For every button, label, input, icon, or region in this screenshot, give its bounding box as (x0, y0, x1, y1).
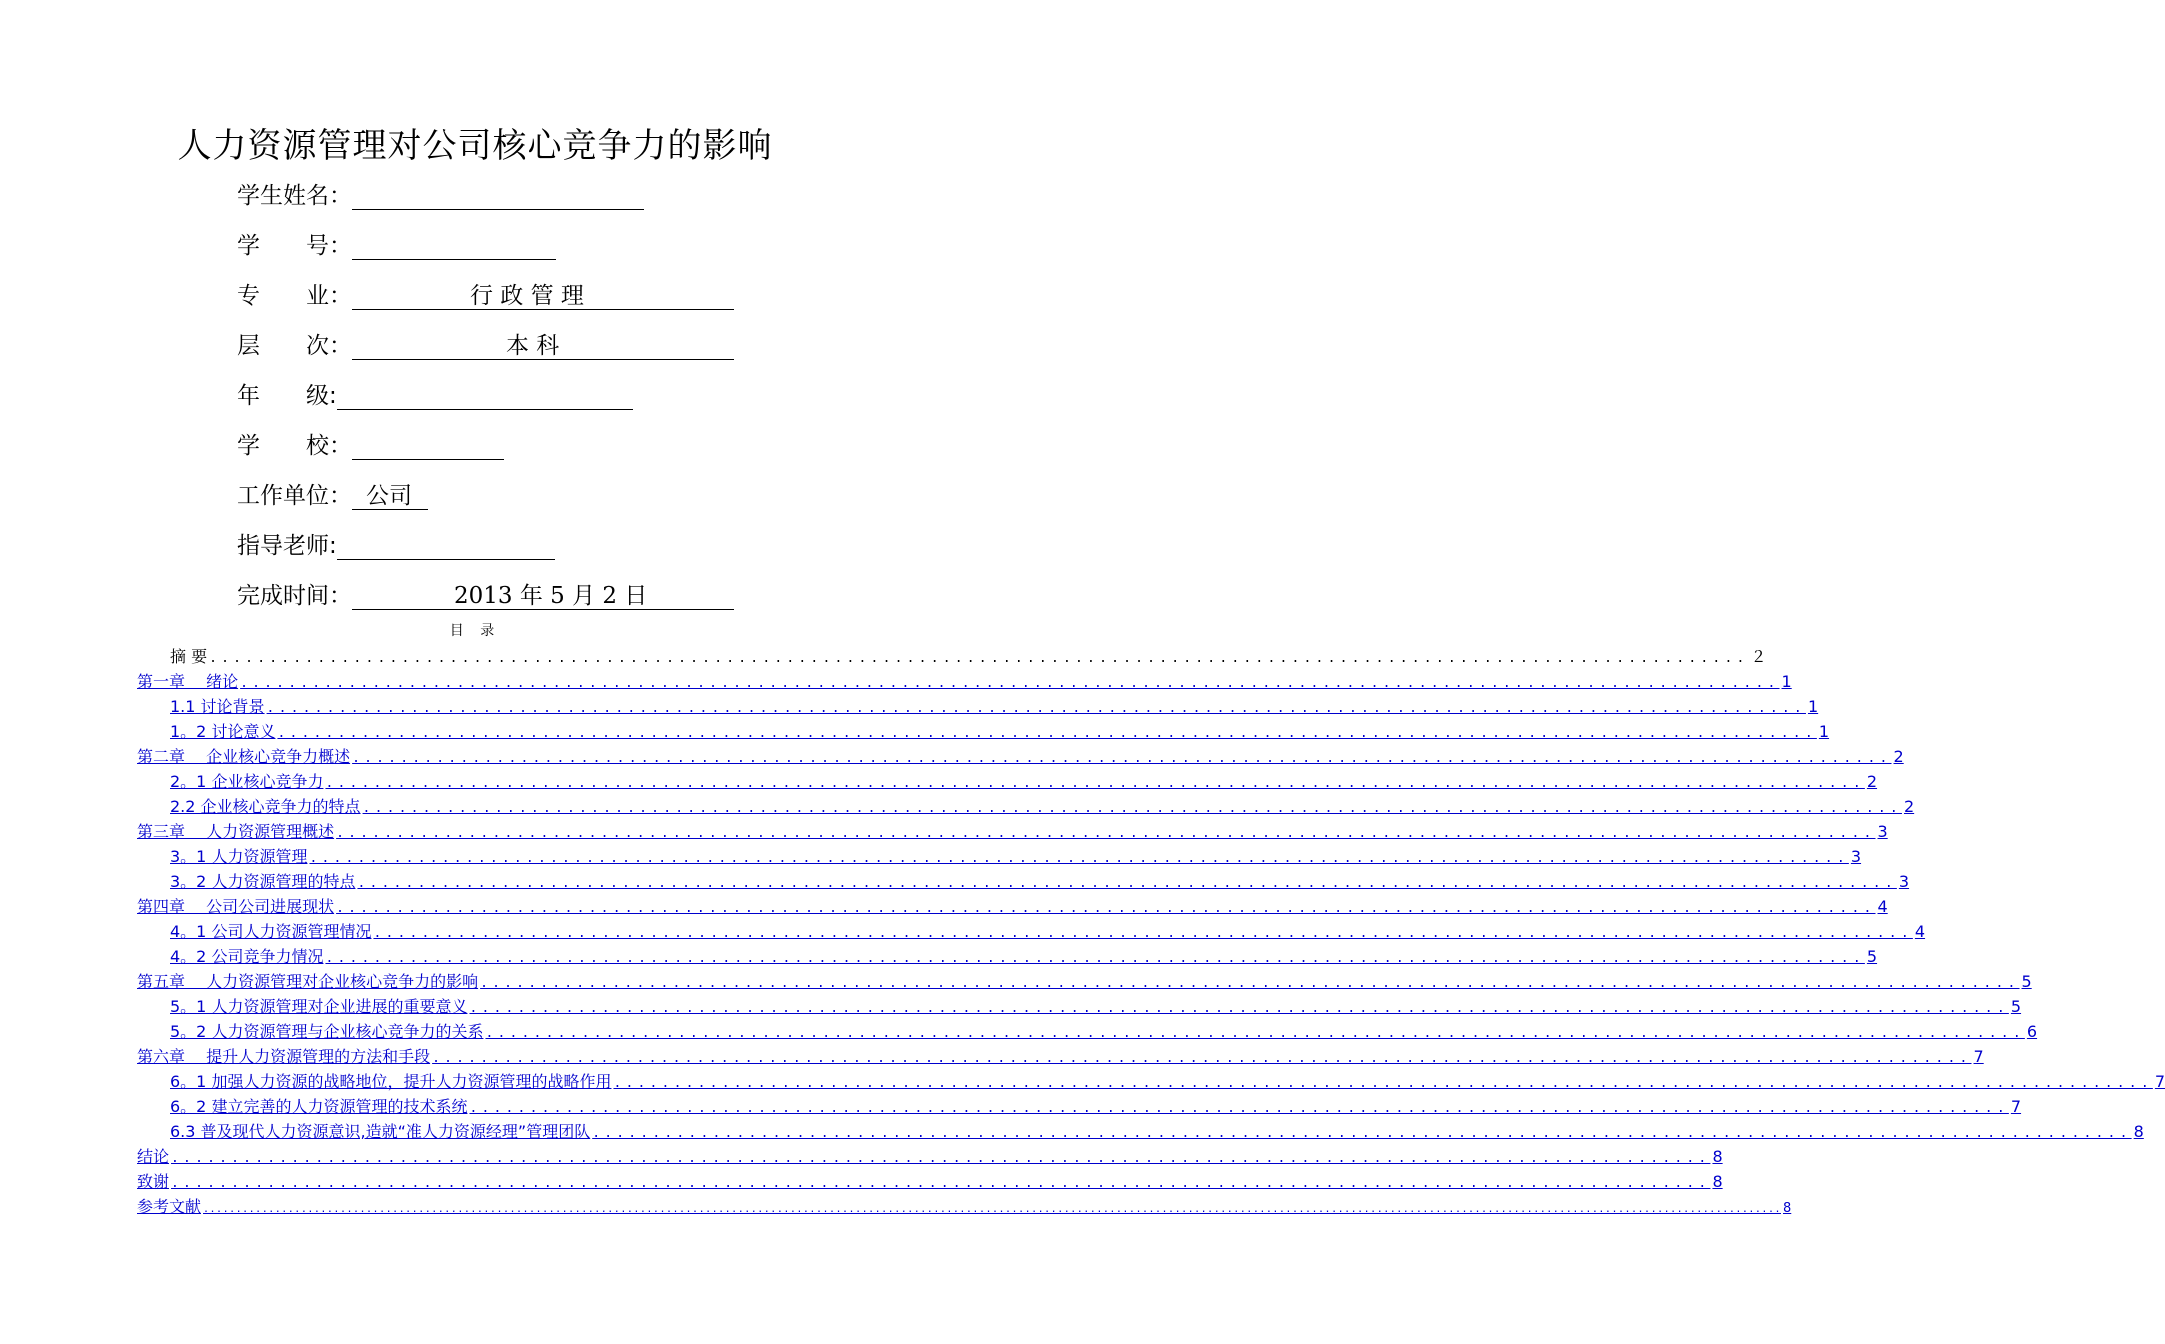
toc-entry-text: 第四章 公司公司进展现状 (137, 897, 335, 916)
student-name-blank (352, 176, 644, 216)
toc-entry-text: 摘 要 (170, 647, 208, 666)
toc-entry-chapter-1[interactable] (137, 670, 1792, 694)
toc-entry-2-2[interactable] (170, 795, 1915, 819)
toc-page-number: 2 (1893, 747, 1904, 766)
major-row (237, 276, 734, 316)
toc-entry-4-1[interactable] (170, 920, 1926, 944)
toc-entry-5-1[interactable] (170, 995, 2022, 1019)
toc-page-number: 2 (1903, 797, 1915, 816)
student-id-label: 学 号： (237, 233, 352, 259)
toc-page-number: 8 (1712, 1147, 1723, 1166)
toc-entry-text: 4。2 公司竞争力情况 (170, 947, 324, 966)
level-value: 本 科 (506, 333, 560, 359)
toc-entry-1-1[interactable] (170, 695, 1819, 719)
toc-leader-dots: ................................................................................................................................ (325, 951, 1865, 966)
toc-page-number: 1 (1818, 722, 1830, 741)
toc-page-number: 4 (1877, 897, 1888, 916)
toc-entry-chapter-6[interactable] (137, 1045, 1984, 1069)
toc-entry-text: 3。1 人力资源管理 (170, 847, 308, 866)
toc-entry-6-1[interactable] (170, 1070, 2165, 1094)
toc-leader-dots: ................................................................................................................................ (362, 801, 1902, 816)
student-id-blank (352, 226, 556, 266)
advisor-label: 指导老师: (237, 533, 337, 559)
toc-entry-chapter-2[interactable] (137, 745, 1904, 769)
toc-entry-3-2[interactable] (170, 870, 1910, 894)
level-row (237, 326, 734, 366)
toc-entry-text: 第二章 企业核心竞争力概述 (137, 747, 351, 766)
toc-leader-dots: ................................................................................................................................ (309, 851, 1849, 866)
toc-page-number: 5 (2010, 997, 2022, 1016)
toc-entry-text: 6.3 普及现代人力资源意识,造就“准人力资源经理”管理团队 (170, 1122, 591, 1141)
toc-entry-chapter-4[interactable] (137, 895, 1888, 919)
grade-label: 年 级: (237, 383, 337, 409)
toc-entry-text: 6。2 建立完善的人力资源管理的技术系统 (170, 1097, 468, 1116)
toc-entry-6-3[interactable] (170, 1120, 2144, 1144)
toc-page-number: 7 (2010, 1097, 2022, 1116)
toc-page-number: 4 (1914, 922, 1926, 941)
toc-entry-acknowledgements[interactable] (137, 1170, 1723, 1194)
toc-heading: 目 录 (449, 623, 501, 639)
toc-page-number: 5 (2021, 972, 2032, 991)
grade-row (237, 376, 633, 416)
toc-leader-dots: ................................................................................................................................ (277, 726, 1817, 741)
work-unit-label: 工作单位： (237, 483, 352, 509)
completion-label: 完成时间： (237, 583, 352, 609)
toc-page-number: 3 (1877, 822, 1888, 841)
major-blank (352, 276, 734, 316)
toc-entry-3-1[interactable] (170, 845, 1862, 869)
toc-entry-text: 第六章 提升人力资源管理的方法和手段 (137, 1047, 431, 1066)
toc-leader-dots: ................................................................................................................................ (432, 1051, 1972, 1066)
toc-page-number: 3 (1850, 847, 1862, 866)
toc-page-number: 1 (1781, 672, 1792, 691)
toc-entry-text: 1。2 讨论意义 (170, 722, 276, 741)
toc-entry-abstract (170, 645, 1767, 669)
toc-page-number: 8 (2133, 1122, 2144, 1141)
toc-leader-dots: ................................................................................................................................ (485, 1026, 2025, 1041)
major-label: 专 业： (237, 283, 352, 309)
school-row (237, 426, 504, 466)
toc-entry-conclusion[interactable] (137, 1145, 1723, 1169)
toc-page-number: 8 (1712, 1172, 1723, 1191)
toc-entry-text: 结论 (137, 1147, 170, 1166)
toc-entry-6-2[interactable] (170, 1095, 2022, 1119)
toc-leader-dots: ................................................................................................................................ (336, 901, 1876, 916)
toc-page-number: 2 (1866, 772, 1878, 791)
completion-blank (352, 576, 734, 616)
toc-leader-dots: ................................................................................................................................ (469, 1001, 2009, 1016)
toc-leader-dots: ................................................................................................................................ (325, 776, 1865, 791)
toc-page-number: 3 (1898, 872, 1910, 891)
toc-entry-text: 第一章 绪论 (137, 672, 239, 691)
toc-entry-chapter-5[interactable] (137, 970, 2032, 994)
toc-leader-dots: ................................................................................................................................ (592, 1126, 2132, 1141)
toc-leader-dots: ................................................................................................................................ (357, 876, 1897, 891)
toc-page-number: 6 (2026, 1022, 2038, 1041)
work-unit-value: 公司 (366, 483, 412, 509)
level-blank (352, 326, 734, 366)
advisor-blank (337, 526, 555, 566)
level-label: 层 次： (237, 333, 352, 359)
toc-entry-text: 2。1 企业核心竞争力 (170, 772, 324, 791)
student-name-row (237, 176, 644, 216)
toc-entry-text: 第三章 人力资源管理概述 (137, 822, 335, 841)
student-name-label: 学生姓名： (237, 183, 352, 209)
toc-entry-text: 3。2 人力资源管理的特点 (170, 872, 356, 891)
work-unit-blank (352, 476, 428, 516)
toc-leader-dots: ................................................................................................................................ (240, 676, 1780, 691)
toc-entry-text: 6。1 加强人力资源的战略地位，提升人力资源管理的战略作用 (170, 1072, 612, 1091)
toc-page-number: 5 (1866, 947, 1878, 966)
toc-entry-5-2[interactable] (170, 1020, 2038, 1044)
toc-page-number: 1 (1807, 697, 1819, 716)
toc-entry-text: 2.2 企业核心竞争力的特点 (170, 797, 361, 816)
toc-entry-references[interactable] (137, 1195, 1792, 1219)
toc-entry-1-2[interactable] (170, 720, 1830, 744)
toc-entry-text: 4。1 公司人力资源管理情况 (170, 922, 372, 941)
toc-leader-dots: ................................................................................................................................ (352, 751, 1892, 766)
toc-leader-dots: ................................................................................................................................ (336, 826, 1876, 841)
toc-leader-dots: ................................................................................................................................ (613, 1076, 2153, 1091)
toc-leader-dots: ................................................................................................................................ (171, 1176, 1711, 1191)
toc-entry-text: 致谢 (137, 1172, 170, 1191)
student-id-row (237, 226, 556, 266)
toc-leader-dots: ................................................................................................................................ (209, 651, 1749, 666)
toc-page-number: 7 (1973, 1047, 1984, 1066)
toc-page-number: 8 (1782, 1201, 1792, 1216)
toc-entry-text: 1.1 讨论背景 (170, 697, 265, 716)
document-title: 人力资源管理对公司核心竞争力的影响 (177, 126, 773, 166)
toc-entry-text: 5。1 人力资源管理对企业进展的重要意义 (170, 997, 468, 1016)
toc-entry-text: 参考文献 (137, 1197, 202, 1216)
toc-leader-dots: ................................................................................................................................ (373, 926, 1913, 941)
grade-blank (337, 376, 633, 416)
toc-leader-dots: ................................................................................................................................ (266, 701, 1806, 716)
work-unit-row (237, 476, 428, 516)
toc-leader-dots: ................................................................................................................................ (480, 976, 2020, 991)
school-label: 学 校： (237, 433, 352, 459)
toc-page-number: 7 (2154, 1072, 2165, 1091)
toc-leader-dots: ................................................................................................................................ (469, 1101, 2009, 1116)
completion-row (237, 576, 734, 616)
school-blank (352, 426, 504, 466)
toc-entry-2-1[interactable] (170, 770, 1878, 794)
toc-entry-chapter-3[interactable] (137, 820, 1888, 844)
toc-leader-dots: .................................................................................................................................................................................................................................................. (203, 1204, 1781, 1215)
advisor-row (237, 526, 555, 566)
toc-entry-4-2[interactable] (170, 945, 1878, 969)
toc-page-number: ２ (1750, 647, 1767, 666)
toc-entry-text: 第五章 人力资源管理对企业核心竞争力的影响 (137, 972, 479, 991)
toc-entry-text: 5。2 人力资源管理与企业核心竞争力的关系 (170, 1022, 484, 1041)
major-value: 行 政 管 理 (470, 283, 584, 309)
toc-leader-dots: ................................................................................................................................ (171, 1151, 1711, 1166)
completion-value: 2013 年 5 月 2 日 (454, 583, 648, 609)
